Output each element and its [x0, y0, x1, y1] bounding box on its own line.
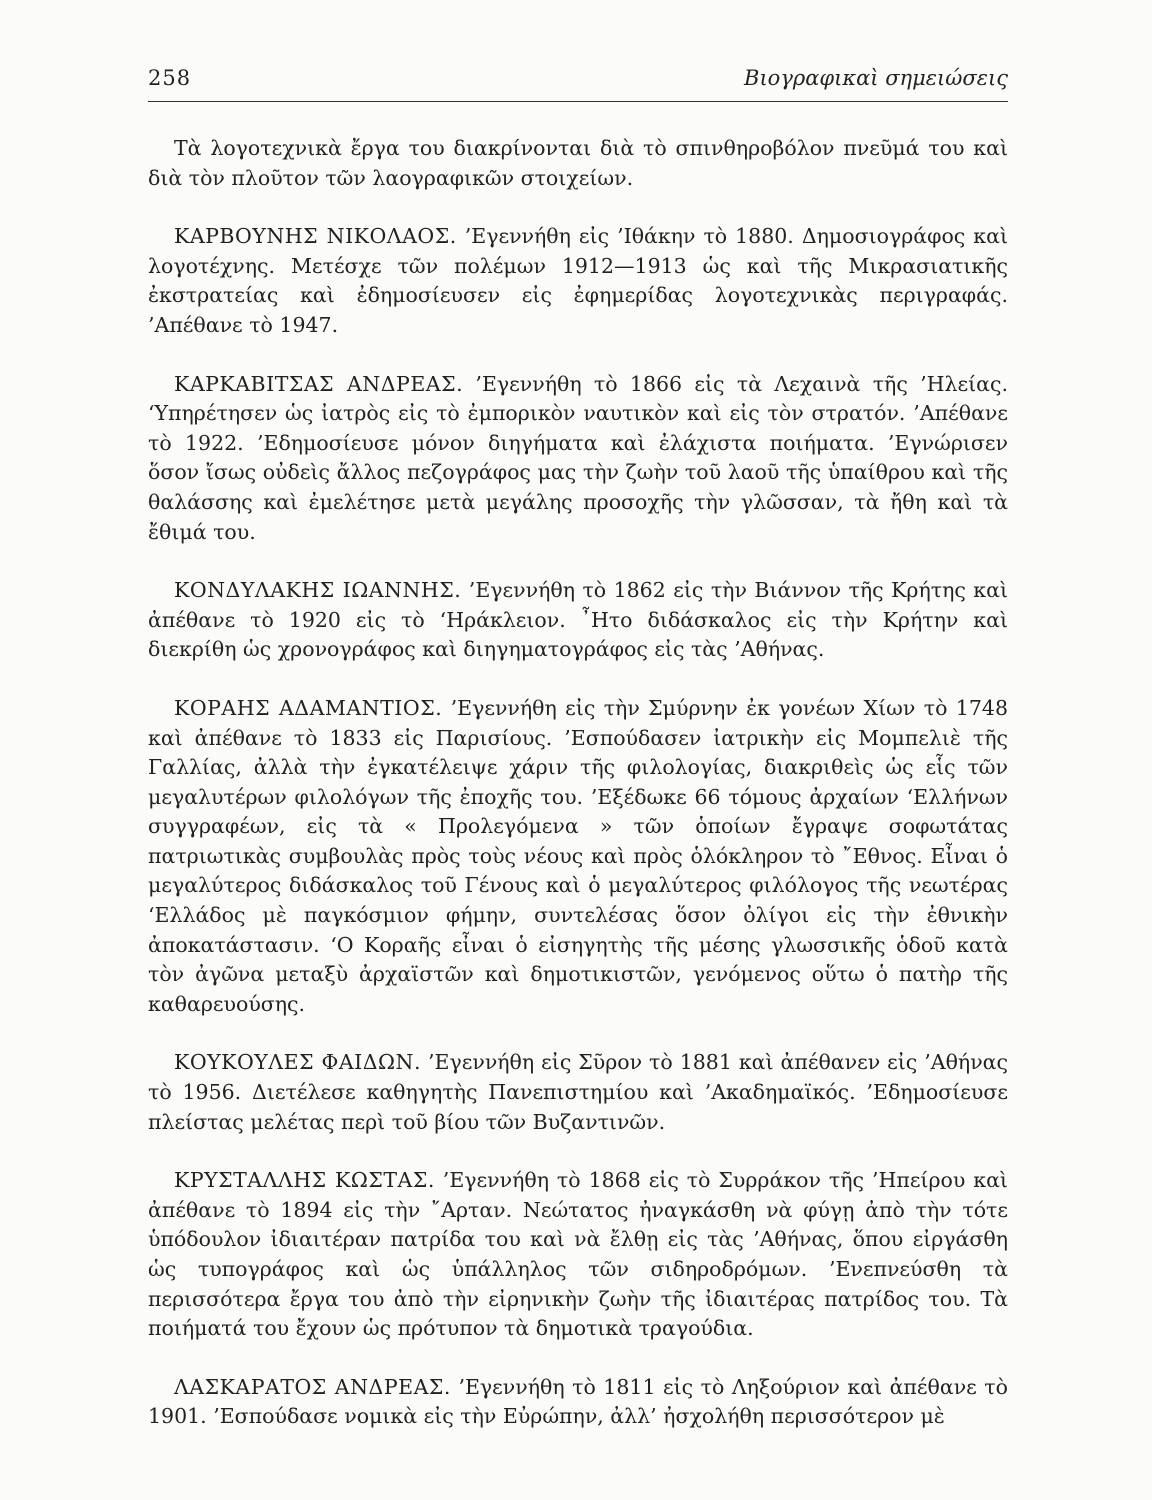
entry-korais: [148, 694, 1008, 1020]
running-head: Βιογραφικαὶ σημειώσεις: [744, 66, 1008, 90]
entry-kondylakis: [148, 576, 1008, 665]
paragraph-text: Τὰ λογοτεχνικὰ ἔργα του διακρίνονται διὰ τὸ σπινθηροβόλον πνεῦμά του καὶ διὰ τὸν πλοῦτον τῶν λαογραφικῶν στοιχείων.: [148, 136, 1008, 190]
entry-karkavitsas: [148, 370, 1008, 548]
entry-text: ’Εγεννήθη τὸ 1866 εἰς τὰ Λεχαινὰ τῆς ’Ηλείας. ‘Υπηρέτησεν ὡς ἰατρὸς εἰς τὸ ἐμπορικὸν ναυτικὸν καὶ εἰς τὸν στρατόν. ’Απέθανε τὸ 1922. ’Εδημοσίευσε μόνον διηγήματα καὶ ἐλάχιστα ποιήματα. ’Εγνώρισεν ὅσον ἴσως οὐδεὶς ἄλλος πεζογράφος μας τὴν ζωὴν τοῦ λαοῦ τῆς ὑπαίθρου καὶ τῆς θαλάσσης καὶ ἐμελέτησε μετὰ μεγάλης προσοχῆς τὴν γλῶσσαν, τὰ ἤθη καὶ τὰ ἔθιμά του.: [148, 371, 1008, 544]
entry-name: ΚΑΡΒΟΥΝΗΣ ΝΙΚΟΛΑΟΣ.: [174, 224, 457, 249]
entry-name: ΚΡΥΣΤΑΛΛΗΣ ΚΩΣΤΑΣ.: [174, 1168, 435, 1193]
entry-text: ’Εγεννήθη τὸ 1868 εἰς τὸ Συρράκον τῆς ’Ηπείρου καὶ ἀπέθανε τὸ 1894 εἰς τὴν ῎Αρταν. Νεώτατος ἠναγκάσθη νὰ φύγῃ ἀπὸ τὴν τότε ὑπόδουλον ἰδιαιτέραν πατρίδα του καὶ νὰ ἔλθῃ εἰς τὰς ’Αθήνας, ὅπου εἰργάσθη ὡς τυπογράφος καὶ ὡς ὑπάλληλος τῶν σιδηροδρόμων. ’Ενεπνεύσθη τὰ περισσότερα ἔργα του ἀπὸ τὴν εἰρηνικὴν ζωὴν τῆς ἰδιαιτέρας πατρίδος του. Τὰ ποιήματά του ἔχουν ὡς πρότυπον τὰ δημοτικὰ τραγούδια.: [148, 1168, 1008, 1341]
body-text: [148, 134, 1008, 1432]
entry-name: ΚΟΡΑΗΣ ΑΔΑΜΑΝΤΙΟΣ.: [174, 695, 443, 720]
page-header: [148, 66, 1008, 106]
entry-name: ΚΟΥΚΟΥΛΕΣ ΦΑΙΔΩΝ.: [174, 1050, 422, 1075]
entry-text: ’Εγεννήθη εἰς τὴν Σμύρνην ἐκ γονέων Χίων τὸ 1748 καὶ ἀπέθανε τὸ 1833 εἰς Παρισίους. ’Εσπούδασεν ἰατρικὴν εἰς Μομπελιὲ τῆς Γαλλίας, ἀλλὰ τὴν ἐγκατέλειψε χάριν τῆς φιλολογίας, διακριθεὶς ὡς εἷς τῶν μεγαλυτέρων φιλολόγων τῆς ἐποχῆς του. ’Εξέδωκε 66 τόμους ἀρχαίων ‘Ελλήνων συγγραφέων, εἰς τὰ « Προλεγόμενα » τῶν ὁποίων ἔγραψε σοφωτάτας πατριωτικὰς συμβουλὰς πρὸς τοὺς νέους καὶ πρὸς ὁλόκληρον τὸ ῎Εθνος. Εἶναι ὁ μεγαλύτερος διδάσκαλος τοῦ Γένους καὶ ὁ μεγαλύτερος φιλόλογος τῆς νεωτέρας ‘Ελλάδος μὲ παγκόσμιον φήμην, συντελέσας ὅσον ὀλίγοι εἰς τὴν ἐθνικὴν ἀποκατάστασιν. ‘Ο Κοραῆς εἶναι ὁ εἰσηγητὴς τῆς μέσης γλωσσικῆς ὁδοῦ κατὰ τὸν ἀγῶνα μεταξὺ ἀρχαϊστῶν καὶ δημοτικιστῶν, γενόμενος οὕτω ὁ πατὴρ τῆς καθαρευούσης.: [148, 695, 1008, 1016]
entry-name: ΚΑΡΚΑΒΙΤΣΑΣ ΑΝΔΡΕΑΣ.: [174, 371, 464, 396]
header-rule: [148, 101, 1008, 102]
entry-krystallis: [148, 1166, 1008, 1344]
entry-text: ’Εγεννήθη τὸ 1862 εἰς τὴν Βιάννον τῆς Κρήτης καὶ ἀπέθανε τὸ 1920 εἰς τὸ ‘Ηράκλειον. ῏Ητο διδάσκαλος εἰς τὴν Κρήτην καὶ διεκρίθη ὡς χρονογράφος καὶ διηγηματογράφος εἰς τὰς ’Αθήνας.: [148, 578, 1008, 662]
page-number: 258: [148, 66, 192, 90]
entry-koukoules: [148, 1048, 1008, 1137]
entry-name: ΚΟΝΔΥΛΑΚΗΣ ΙΩΑΝΝΗΣ.: [174, 578, 462, 603]
entry-text: ’Εγεννήθη εἰς Σῦρον τὸ 1881 καὶ ἀπέθανεν εἰς ’Αθήνας τὸ 1956. Διετέλεσε καθηγητὴς Πανεπιστημίου καὶ ’Ακαδημαϊκός. ’Εδημοσίευσε πλείστας μελέτας περὶ τοῦ βίου τῶν Βυζαντινῶν.: [148, 1050, 1008, 1134]
entry-laskaratos: [148, 1373, 1008, 1432]
entry-name: ΛΑΣΚΑΡΑΤΟΣ ΑΝΔΡΕΑΣ.: [174, 1374, 451, 1399]
paragraph-intro: [148, 134, 1008, 193]
entry-karvounis: [148, 222, 1008, 340]
entry-text: ’Εγεννήθη εἰς ’Ιθάκην τὸ 1880. Δημοσιογράφος καὶ λογοτέχνης. Μετέσχε τῶν πολέμων 1912—1913 ὡς καὶ τῆς Μικρασιατικῆς ἐκστρατείας καὶ ἐδημοσίευσεν εἰς ἐφημερίδας λογοτεχνικὰς περιγραφάς. ’Απέθανε τὸ 1947.: [148, 224, 1008, 337]
entry-text: ’Εγεννήθη τὸ 1811 εἰς τὸ Ληξούριον καὶ ἀπέθανε τὸ 1901. ’Εσπούδασε νομικὰ εἰς τὴν Εὐρώπην, ἀλλ’ ἠσχολήθη περισσότερον μὲ: [148, 1374, 1008, 1429]
